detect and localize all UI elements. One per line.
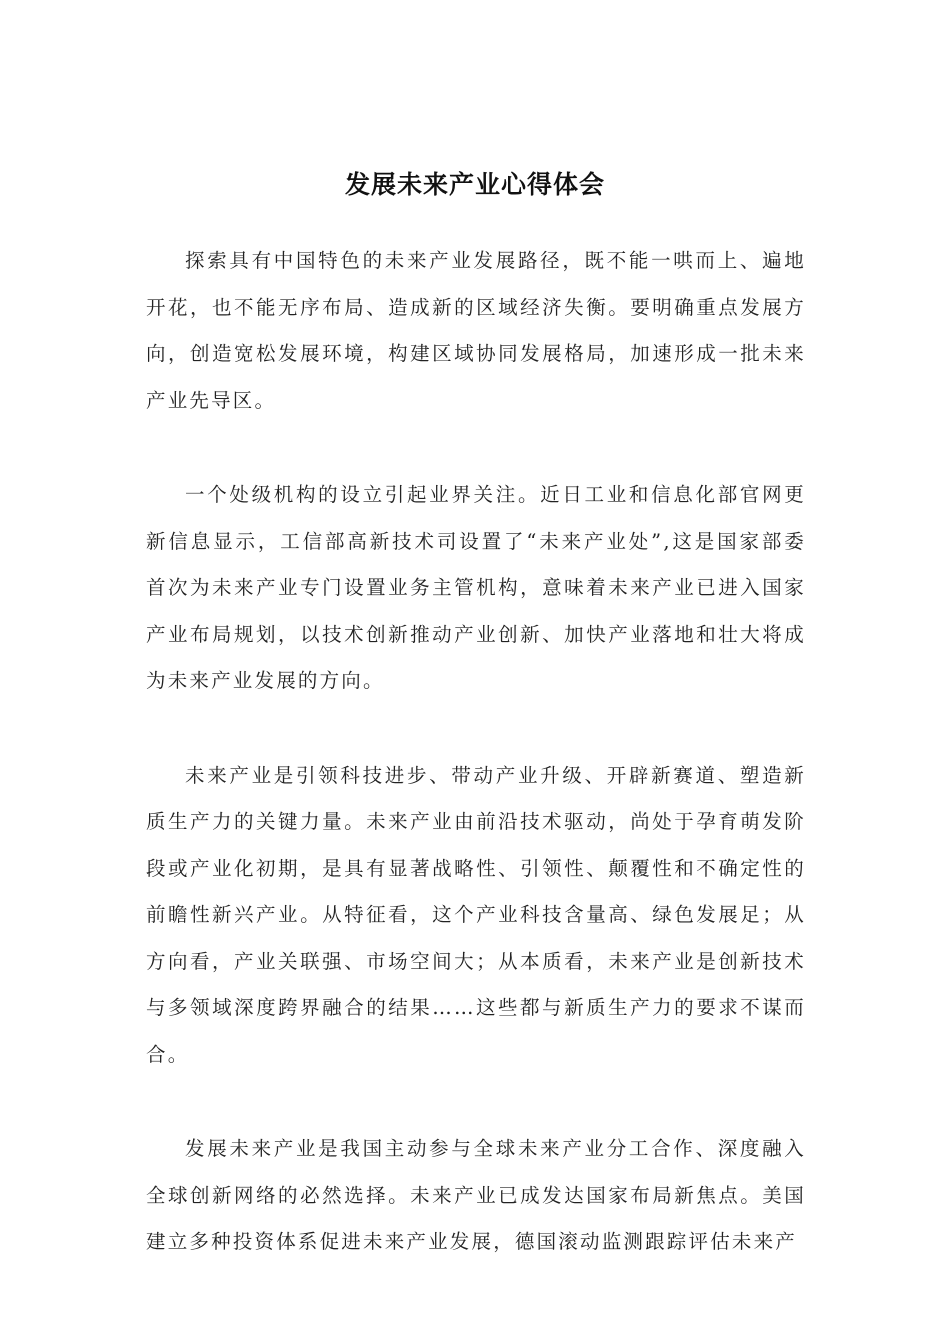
document-body <box>146 238 806 1314</box>
paragraph-2: 一个处级机构的设立引起业界关注。近日工业和信息化部官网更新信息显示，工信部高新技术司设置了“未来产业处”,这是国家部委首次为未来产业专门设置业务主管机构，意味着未来产业已进入国家产业布局规划，以技术创新推动产业创新、加快产业落地和壮大将成为未来产业发展的方向。 <box>146 483 806 692</box>
paragraph-4: 发展未来产业是我国主动参与全球未来产业分工合作、深度融入全球创新网络的必然选择。未来产业已成发达国家布局新焦点。美国建立多种投资体系促进未来产业发展，德国滚动监测跟踪评估未来产 <box>146 1137 806 1253</box>
paragraph-1: 探索具有中国特色的未来产业发展路径，既不能一哄而上、遍地开花，也不能无序布局、造成新的区域经济失衡。要明确重点发展方向，创造宽松发展环境，构建区域协同发展格局，加速形成一批未来产业先导区。 <box>146 249 806 412</box>
document-title: 发展未来产业心得体会 <box>344 169 605 199</box>
paragraph-3: 未来产业是引领科技进步、带动产业升级、开辟新赛道、塑造新质生产力的关键力量。未来产业由前沿技术驱动，尚处于孕育萌发阶段或产业化初期，是具有显著战略性、引领性、颠覆性和不确定性的前瞻性新兴产业。从特征看，这个产业科技含量高、绿色发展足；从方向看，产业关联强、市场空间大；从本质看，未来产业是创新技术与多领域深度跨界融合的结果……这些都与新质生产力的要求不谋而合。 <box>146 763 806 1066</box>
